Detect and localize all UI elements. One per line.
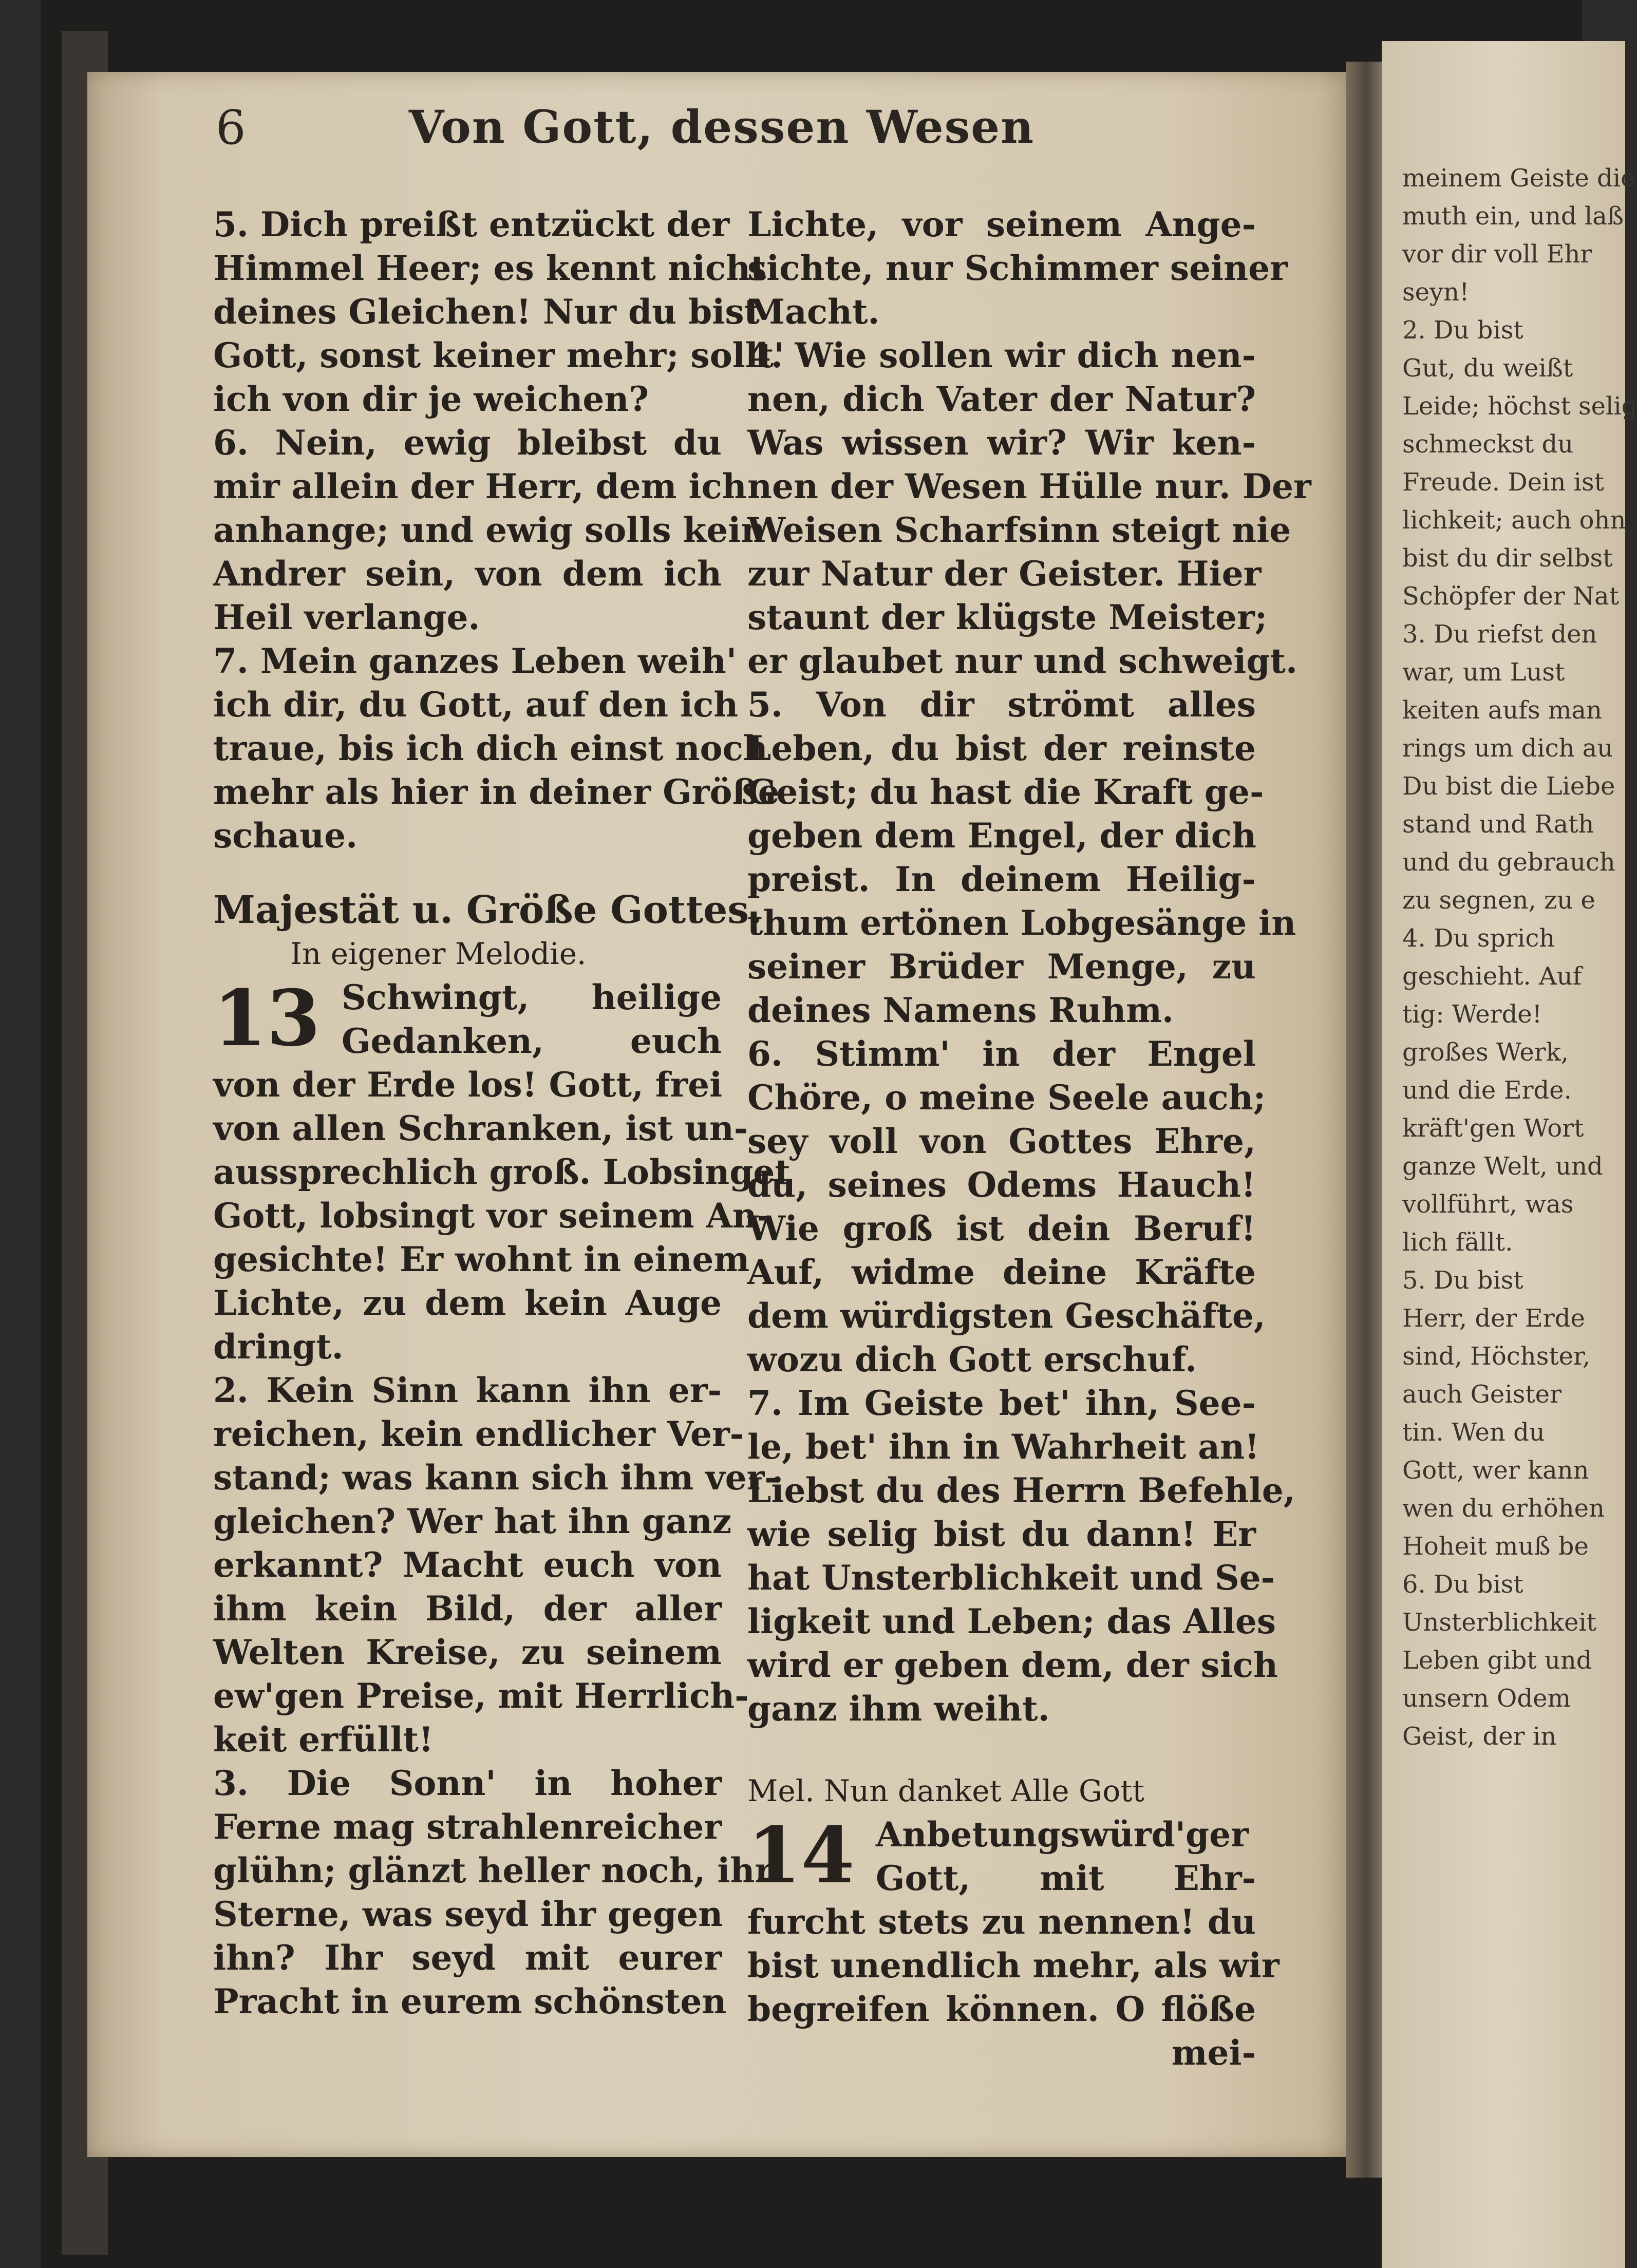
text-line: Himmel Heer; es kennt nicht bbox=[213, 248, 766, 288]
hymn-heading: Majestät u. Größe Gottes. bbox=[213, 888, 762, 932]
text-line: ligkeit und Leben; das Alles bbox=[747, 1601, 1276, 1641]
facing-page-line: tin. Wen du bbox=[1402, 1418, 1545, 1447]
facing-page-line: geschieht. Auf bbox=[1402, 962, 1582, 991]
text-line: wozu dich Gott erschuf. bbox=[747, 1339, 1197, 1379]
text-line: keit erfüllt! bbox=[213, 1719, 434, 1760]
facing-page-line: Unsterblichkeit bbox=[1402, 1608, 1596, 1637]
hymn-first-lines bbox=[876, 1813, 1256, 1900]
facing-page-line: und die Erde. bbox=[1402, 1076, 1572, 1105]
text-line: 3. Die Sonn' in hoher bbox=[213, 1763, 722, 1803]
facing-page-line: war, um Lust bbox=[1402, 658, 1565, 687]
facing-page-line: 5. Du bist bbox=[1402, 1266, 1523, 1295]
catchword: mei- bbox=[1171, 2033, 1256, 2073]
facing-page-line: rings um dich au bbox=[1402, 734, 1613, 763]
text-line: Welten Kreise, zu seinem bbox=[213, 1632, 722, 1672]
text-line: Heil verlange. bbox=[213, 597, 480, 637]
text-line: sey voll von Gottes Ehre, bbox=[747, 1121, 1256, 1161]
text-line: geben dem Engel, der dich bbox=[747, 816, 1256, 856]
text-line: mir allein der Herr, dem ich bbox=[213, 466, 747, 506]
text-line: Lichte, vor seinem Ange- bbox=[747, 204, 1256, 244]
text-line: du, seines Odems Hauch! bbox=[747, 1165, 1256, 1205]
text-line: Gott, mit Ehr- bbox=[876, 1858, 1256, 1898]
text-line: zur Natur der Geister. Hier bbox=[747, 554, 1262, 594]
hymn-number: 14 bbox=[747, 1810, 855, 1901]
text-line: hat Unsterblichkeit und Se- bbox=[747, 1558, 1275, 1598]
text-line: seiner Brüder Menge, zu bbox=[747, 947, 1256, 987]
text-line: Anbetungswürd'ger bbox=[876, 1815, 1249, 1855]
text-line: ich dir, du Gott, auf den ich bbox=[213, 685, 739, 725]
text-line: Sterne, was seyd ihr gegen bbox=[213, 1894, 723, 1934]
text-line: le, bet' ihn in Wahrheit an! bbox=[747, 1427, 1260, 1467]
facing-page-line: großes Werk, bbox=[1402, 1038, 1569, 1067]
text-line: Pracht in eurem schönsten bbox=[213, 1981, 727, 2021]
facing-page-line: Gott, wer kann bbox=[1402, 1456, 1589, 1485]
facing-page-line: sind, Höchster, bbox=[1402, 1342, 1590, 1371]
text-line: Gott, lobsingt vor seinem An- bbox=[213, 1196, 772, 1236]
text-line: thum ertönen Lobgesänge in bbox=[747, 903, 1296, 943]
text-line: 6. Stimm' in der Engel bbox=[747, 1034, 1256, 1074]
text-line: ihn? Ihr seyd mit eurer bbox=[213, 1938, 722, 1978]
text-line: Leben, du bist der reinste bbox=[747, 728, 1256, 768]
text-line: nen der Wesen Hülle nur. Der bbox=[747, 466, 1311, 506]
page-header bbox=[87, 100, 1356, 167]
text-line: 5. Dich preißt entzückt der bbox=[213, 204, 730, 244]
facing-page-line: 6. Du bist bbox=[1402, 1570, 1523, 1599]
text-line: Gott, sonst keiner mehr; sollt' bbox=[213, 335, 784, 375]
text-line: staunt der klügste Meister; bbox=[747, 597, 1268, 637]
facing-page-line: keiten aufs man bbox=[1402, 696, 1602, 725]
text-line: 7. Im Geiste bet' ihn, See- bbox=[747, 1383, 1256, 1423]
text-line: dringt. bbox=[213, 1327, 344, 1367]
text-line: preist. In deinem Heilig- bbox=[747, 859, 1256, 899]
facing-page-line: lich fällt. bbox=[1402, 1228, 1513, 1257]
facing-page-line: Du bist die Liebe bbox=[1402, 772, 1615, 801]
facing-page-line: auch Geister bbox=[1402, 1380, 1561, 1409]
facing-page-line: seyn! bbox=[1402, 278, 1470, 307]
text-line: Was wissen wir? Wir ken- bbox=[747, 423, 1256, 463]
text-line: von der Erde los! Gott, frei bbox=[213, 1065, 723, 1105]
right-column bbox=[747, 203, 1311, 2075]
text-line: anhange; und ewig solls kein bbox=[213, 510, 766, 550]
facing-page-line: wen du erhöhen bbox=[1402, 1494, 1605, 1523]
facing-page-line: Herr, der Erde bbox=[1402, 1304, 1585, 1333]
text-line: 4. Wie sollen wir dich nen- bbox=[747, 335, 1256, 375]
facing-page-line: 4. Du sprich bbox=[1402, 924, 1555, 953]
facing-page-line: Schöpfer der Nat bbox=[1402, 582, 1619, 611]
text-line: mehr als hier in deiner Größe bbox=[213, 772, 780, 812]
facing-page-line: 3. Du riefst den bbox=[1402, 620, 1597, 649]
hymn-13-verses bbox=[213, 1063, 791, 2024]
facing-page-line: Gut, du weißt bbox=[1402, 354, 1573, 383]
melody-note: In eigener Melodie. bbox=[290, 936, 587, 971]
facing-page-line: Freude. Dein ist bbox=[1402, 468, 1604, 497]
facing-page-line: zu segnen, zu e bbox=[1402, 886, 1595, 915]
facing-page-line: vor dir voll Ehr bbox=[1402, 240, 1592, 269]
text-line: wie selig bist du dann! Er bbox=[747, 1514, 1256, 1554]
facing-page-line: vollführt, was bbox=[1402, 1190, 1574, 1219]
text-line: er glaubet nur und schweigt. bbox=[747, 641, 1297, 681]
text-line: Wie groß ist dein Beruf! bbox=[747, 1208, 1256, 1249]
text-line: ich von dir je weichen? bbox=[213, 379, 649, 419]
text-line: Schwingt, heilige bbox=[342, 977, 722, 1017]
hymn-13-opening bbox=[213, 973, 722, 1064]
text-line: bist unendlich mehr, als wir bbox=[747, 1945, 1280, 1986]
text-line: deines Gleichen! Nur du bist bbox=[213, 292, 760, 332]
running-head: Von Gott, dessen Wesen bbox=[408, 100, 1035, 154]
facing-page-line: und du gebrauch bbox=[1402, 848, 1615, 877]
text-line: sichte, nur Schimmer seiner bbox=[747, 248, 1288, 288]
hymn-number: 13 bbox=[213, 973, 321, 1064]
text-line: Auf, widme deine Kräfte bbox=[747, 1252, 1256, 1292]
text-line: 2. Kein Sinn kann ihn er- bbox=[213, 1370, 722, 1410]
text-line: aussprechlich groß. Lobsinget bbox=[213, 1152, 791, 1192]
text-line: reichen, kein endlicher Ver- bbox=[213, 1414, 744, 1454]
hymn-first-lines bbox=[342, 976, 722, 1063]
text-line: von allen Schranken, ist un- bbox=[213, 1108, 748, 1148]
text-line: erkannt? Macht euch von bbox=[213, 1545, 722, 1585]
hymn-14-verses bbox=[747, 1900, 1280, 2031]
facing-page-line: Leben gibt und bbox=[1402, 1646, 1592, 1675]
left-column-verses bbox=[213, 203, 784, 858]
facing-page-line: muth ein, und laß bbox=[1402, 202, 1624, 231]
facing-page bbox=[1382, 41, 1637, 2268]
text-line: deines Namens Ruhm. bbox=[747, 990, 1174, 1030]
facing-page-text bbox=[1382, 41, 1637, 1755]
facing-page-line: Hoheit muß be bbox=[1402, 1532, 1589, 1561]
facing-page-line: Geist, der in bbox=[1402, 1722, 1557, 1751]
text-line: dem würdigsten Geschäfte, bbox=[747, 1296, 1266, 1336]
book-gutter bbox=[1346, 62, 1387, 2178]
facing-page-line: bist du dir selbst bbox=[1402, 544, 1613, 573]
text-line: ganz ihm weiht. bbox=[747, 1689, 1050, 1729]
text-line: Geist; du hast die Kraft ge- bbox=[747, 772, 1264, 812]
text-line: Andrer sein, von dem ich bbox=[213, 554, 722, 594]
facing-page-line: stand und Rath bbox=[1402, 810, 1594, 839]
facing-page-line: tig: Werde! bbox=[1402, 1000, 1542, 1029]
text-line: 5. Von dir strömt alles bbox=[747, 685, 1256, 725]
text-line: ihm kein Bild, der aller bbox=[213, 1589, 722, 1629]
facing-page-line: kräft'gen Wort bbox=[1402, 1114, 1584, 1143]
facing-page-line: Leide; höchst selig bbox=[1402, 392, 1637, 421]
text-line: gleichen? Wer hat ihn ganz bbox=[213, 1501, 732, 1541]
text-line: ew'gen Preise, mit Herrlich- bbox=[213, 1676, 749, 1716]
text-line: stand; was kann sich ihm ver- bbox=[213, 1458, 779, 1498]
melody-note: Mel. Nun danket Alle Gott bbox=[747, 1773, 1144, 1808]
text-line: 6. Nein, ewig bleibst du bbox=[213, 423, 722, 463]
text-line: gesichte! Er wohnt in einem bbox=[213, 1239, 750, 1279]
text-line: Lichte, zu dem kein Auge bbox=[213, 1283, 722, 1323]
text-line: Gedanken, euch bbox=[342, 1021, 722, 1061]
text-line: Ferne mag strahlenreicher bbox=[213, 1807, 722, 1847]
text-line: Macht. bbox=[747, 292, 880, 332]
text-line: Liebst du des Herrn Befehle, bbox=[747, 1470, 1295, 1510]
facing-page-line: meinem Geiste die bbox=[1402, 164, 1635, 193]
facing-page-line: lichkeit; auch ohn bbox=[1402, 506, 1626, 535]
text-line: traue, bis ich dich einst noch bbox=[213, 728, 768, 768]
text-line: Weisen Scharfsinn steigt nie bbox=[747, 510, 1291, 550]
text-line: Chöre, o meine Seele auch; bbox=[747, 1078, 1266, 1118]
left-column bbox=[213, 203, 791, 2024]
facing-page-line: unsern Odem bbox=[1402, 1684, 1571, 1713]
page-number: 6 bbox=[216, 100, 246, 155]
text-line: begreifen können. O flöße bbox=[747, 1989, 1256, 2029]
facing-page-line: ganze Welt, und bbox=[1402, 1152, 1603, 1181]
text-line: schaue. bbox=[213, 816, 358, 856]
text-line: 7. Mein ganzes Leben weih' bbox=[213, 641, 737, 681]
text-line: glühn; glänzt heller noch, ihr bbox=[213, 1850, 773, 1891]
right-column-verses bbox=[747, 203, 1311, 1731]
text-line: nen, dich Vater der Natur? bbox=[747, 379, 1256, 419]
text-line: furcht stets zu nennen! du bbox=[747, 1902, 1256, 1942]
facing-page-line: schmeckst du bbox=[1402, 430, 1574, 459]
facing-page-line: 2. Du bist bbox=[1402, 316, 1523, 345]
text-line: wird er geben dem, der sich bbox=[747, 1645, 1278, 1685]
hymn-14-opening bbox=[747, 1810, 1256, 1901]
